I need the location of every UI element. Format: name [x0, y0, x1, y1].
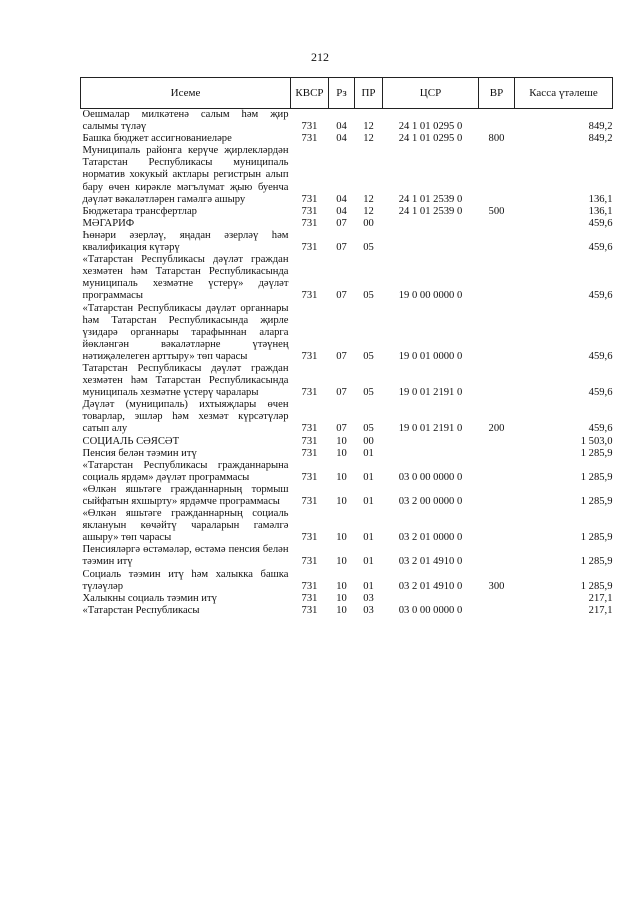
cell-kvsr: 731: [301, 580, 318, 592]
cell-pr: 00: [363, 217, 374, 229]
cell-kvsr: 731: [301, 350, 318, 362]
cell-name: «Өлкән яшьтәге гражданнарның тормыш сыйфатын яхшырту» ярдәмче программасы: [82, 483, 289, 507]
cell-kvsr: 731: [301, 217, 318, 229]
cell-vr: [479, 508, 515, 544]
cell-csr: 03 0 00 0000 0: [398, 471, 463, 483]
table-header: [81, 78, 613, 109]
cell-amount: 459,6: [588, 242, 613, 254]
cell-csr: 03 2 01 4910 0: [398, 556, 463, 568]
cell-csr: 19 0 01 2191 0: [398, 423, 463, 435]
header-kvsr: КВСР: [291, 78, 329, 109]
cell-amount: 1 285,9: [580, 447, 613, 459]
cell-vr: [479, 544, 515, 568]
table-row: [81, 254, 613, 302]
cell-amount: 136,1: [588, 193, 613, 205]
cell-vr: [479, 448, 515, 460]
cell-pr: 05: [363, 242, 374, 254]
table-row: [81, 363, 613, 399]
cell-vr: [479, 436, 515, 448]
cell-pr: 03: [363, 604, 374, 616]
table-row: [81, 230, 613, 254]
table-row: [81, 133, 613, 145]
cell-rz: 07: [336, 350, 347, 362]
cell-pr: 00: [363, 435, 374, 447]
cell-amount: 459,6: [588, 423, 613, 435]
cell-rz: 04: [336, 205, 347, 217]
cell-rz: 07: [336, 217, 347, 229]
cell-vr: [479, 484, 515, 508]
cell-pr: 01: [363, 556, 374, 568]
cell-amount: 849,2: [588, 121, 613, 133]
cell-kvsr: 731: [301, 242, 318, 254]
cell-kvsr: 731: [301, 193, 318, 205]
cell-amount: 1 285,9: [580, 496, 613, 507]
cell-amount: 459,6: [588, 350, 613, 362]
cell-rz: 07: [336, 290, 347, 302]
cell-kvsr: 731: [301, 435, 318, 447]
cell-rz: 07: [336, 242, 347, 254]
table-row: [81, 448, 613, 460]
cell-name: Социаль тәэмин итү һәм халыкка башка түләүләр: [82, 568, 289, 592]
header-name: Исеме: [81, 78, 291, 109]
cell-rz: 07: [336, 423, 347, 435]
cell-pr: 05: [363, 423, 374, 435]
header-csr: ЦСР: [383, 78, 479, 109]
cell-kvsr: 731: [301, 423, 318, 435]
cell-csr: [383, 593, 479, 605]
cell-pr: 12: [363, 193, 374, 205]
cell-csr: 19 0 01 2191 0: [398, 387, 463, 399]
cell-vr: [479, 230, 515, 254]
cell-vr: 300: [488, 580, 505, 592]
cell-amount: 849,2: [588, 133, 613, 145]
cell-vr: [479, 303, 515, 363]
table-row: [81, 109, 613, 134]
cell-pr: 12: [363, 121, 374, 133]
cell-csr: [383, 230, 479, 254]
cell-vr: [479, 109, 515, 134]
cell-rz: 04: [336, 193, 347, 205]
cell-rz: 10: [336, 580, 347, 592]
cell-name: «Татарстан Республикасы гражданнарына социаль ярдәм» дәүләт программасы: [82, 459, 289, 483]
table-row: [81, 206, 613, 218]
cell-rz: 10: [336, 447, 347, 459]
cell-amount: 1 285,9: [580, 556, 613, 568]
cell-name: Муниципаль районга керүче җирлекләрдән Татарстан Республикасы муниципаль норматив хокукый актлары регистрын алып бару өчен кирәкле мәгълүмат җыю буенча дәүләт вәкаләтләрен гамәлгә ашыру: [82, 145, 289, 205]
table-row: [81, 303, 613, 363]
cell-rz: 10: [336, 592, 347, 604]
table-row: [81, 399, 613, 435]
cell-csr: [383, 218, 479, 230]
cell-kvsr: 731: [301, 121, 318, 133]
cell-amount: 459,6: [588, 290, 613, 302]
cell-kvsr: 731: [301, 604, 318, 616]
cell-pr: 05: [363, 387, 374, 399]
page-number: 212: [311, 50, 329, 64]
cell-csr: 24 1 01 2539 0: [398, 205, 463, 217]
cell-name: Татарстан Республикасы дәүләт граждан хезмәтен һәм Татарстан Республикасында муниципаль хезмәтне үстерү чаралары: [82, 362, 289, 399]
cell-csr: 19 0 00 0000 0: [398, 290, 463, 302]
cell-pr: 12: [363, 133, 374, 145]
cell-rz: 10: [336, 532, 347, 544]
cell-vr: [479, 145, 515, 205]
table-row: [81, 605, 613, 617]
cell-kvsr: 731: [301, 532, 318, 544]
cell-pr: 01: [363, 471, 374, 483]
table-row: [81, 460, 613, 484]
cell-rz: 10: [336, 435, 347, 447]
cell-pr: 01: [363, 447, 374, 459]
cell-csr: 24 1 01 0295 0: [398, 133, 463, 145]
cell-amount: 459,6: [588, 217, 613, 229]
cell-name: Башка бюджет ассигнованиеләре: [82, 133, 232, 145]
cell-csr: 19 0 01 0000 0: [398, 350, 463, 362]
cell-amount: 1 503,0: [580, 435, 613, 447]
cell-amount: 459,6: [588, 387, 613, 399]
cell-name: «Татарстан Республикасы дәүләт органнары һәм Татарстан Республикасында җирле үзидарә органнары тарафыннан аларга йөкләнгән вәкаләтләрне үтәүнең нәтиҗәлелеген арттыру» төп чарасы: [82, 302, 289, 362]
cell-name: «Татарстан Республикасы дәүләт граждан хезмәтен һәм Татарстан Республикасында муниципаль хезмәтне үстерү» дәүләт программасы: [82, 254, 289, 302]
header-rz: Рз: [329, 78, 355, 109]
cell-kvsr: 731: [301, 556, 318, 568]
cell-name: МӘГАРИФ: [82, 217, 135, 229]
cell-csr: 03 2 01 0000 0: [398, 532, 463, 544]
cell-vr: 800: [488, 133, 505, 145]
cell-pr: 05: [363, 290, 374, 302]
cell-amount: 136,1: [588, 205, 613, 217]
cell-amount: 1 285,9: [580, 471, 613, 483]
cell-kvsr: 731: [301, 471, 318, 483]
cell-csr: 03 2 00 0000 0: [398, 496, 463, 507]
cell-pr: 12: [363, 205, 374, 217]
table-row: [81, 569, 613, 593]
cell-csr: 03 2 01 4910 0: [398, 580, 463, 592]
cell-name: «Татарстан Республикасы: [82, 604, 200, 616]
cell-pr: 01: [363, 580, 374, 592]
cell-csr: 24 1 01 2539 0: [398, 193, 463, 205]
cell-amount: 217,1: [588, 604, 613, 616]
cell-rz: 07: [336, 387, 347, 399]
cell-name: Бюджетара трансфертлар: [82, 205, 197, 217]
cell-csr: [383, 448, 479, 460]
cell-pr: 01: [363, 496, 374, 507]
table-row: [81, 436, 613, 448]
cell-rz: 04: [336, 133, 347, 145]
cell-vr: [479, 605, 515, 617]
cell-name: Оешмалар милкәтенә салым һәм җир салымы түләү: [82, 109, 289, 133]
cell-name: СОЦИАЛЬ СӘЯСӘТ: [82, 435, 180, 447]
budget-table: [80, 77, 613, 617]
cell-csr: [383, 436, 479, 448]
cell-vr: 500: [488, 205, 505, 217]
cell-csr: 03 0 00 0000 0: [398, 604, 463, 616]
cell-kvsr: 731: [301, 133, 318, 145]
cell-rz: 04: [336, 121, 347, 133]
table-row: [81, 218, 613, 230]
cell-kvsr: 731: [301, 447, 318, 459]
cell-rz: 10: [336, 604, 347, 616]
cell-kvsr: 731: [301, 290, 318, 302]
cell-vr: 200: [488, 423, 505, 435]
cell-rz: 10: [336, 471, 347, 483]
cell-pr: 05: [363, 350, 374, 362]
cell-name: Һөнәри әзерләү, яңадан әзерләү һәм квалификация күтәрү: [82, 229, 289, 254]
header-vr: ВР: [479, 78, 515, 109]
header-amount: Касса үтәлеше: [515, 78, 613, 109]
cell-name: Дәүләт (муниципаль) ихтыяҗлары өчен товарлар, эшләр һәм хезмәт күрсәтүләр сатып алу: [82, 399, 289, 435]
table-row: [81, 544, 613, 568]
cell-name: «Өлкән яшьтәге гражданнарның социаль яклануын көчәйтү чараларын гамәлгә ашыру» төп чарасы: [82, 508, 289, 544]
cell-amount: 217,1: [588, 592, 613, 604]
cell-kvsr: 731: [301, 496, 318, 507]
cell-kvsr: 731: [301, 205, 318, 217]
cell-name: Пенсия белән тәэмин итү: [82, 447, 197, 459]
table-row: [81, 508, 613, 544]
cell-name: Халыкны социаль тәэмин итү: [82, 592, 217, 604]
table-row: [81, 484, 613, 508]
cell-amount: 1 285,9: [580, 580, 613, 592]
table-row: [81, 145, 613, 205]
cell-pr: 01: [363, 532, 374, 544]
cell-vr: [479, 218, 515, 230]
cell-vr: [479, 593, 515, 605]
cell-name: Пенсияләргә өстәмәләр, өстәмә пенсия белән тәэмин итү: [82, 544, 289, 568]
header-pr: ПР: [355, 78, 383, 109]
cell-rz: 10: [336, 556, 347, 568]
table-row: [81, 593, 613, 605]
cell-vr: [479, 363, 515, 399]
cell-pr: 03: [363, 592, 374, 604]
cell-amount: 1 285,9: [580, 532, 613, 544]
table-body: [81, 109, 613, 617]
cell-csr: 24 1 01 0295 0: [398, 121, 463, 133]
cell-vr: [479, 460, 515, 484]
cell-vr: [479, 254, 515, 302]
cell-kvsr: 731: [301, 387, 318, 399]
cell-rz: 10: [336, 496, 347, 507]
cell-kvsr: 731: [301, 592, 318, 604]
